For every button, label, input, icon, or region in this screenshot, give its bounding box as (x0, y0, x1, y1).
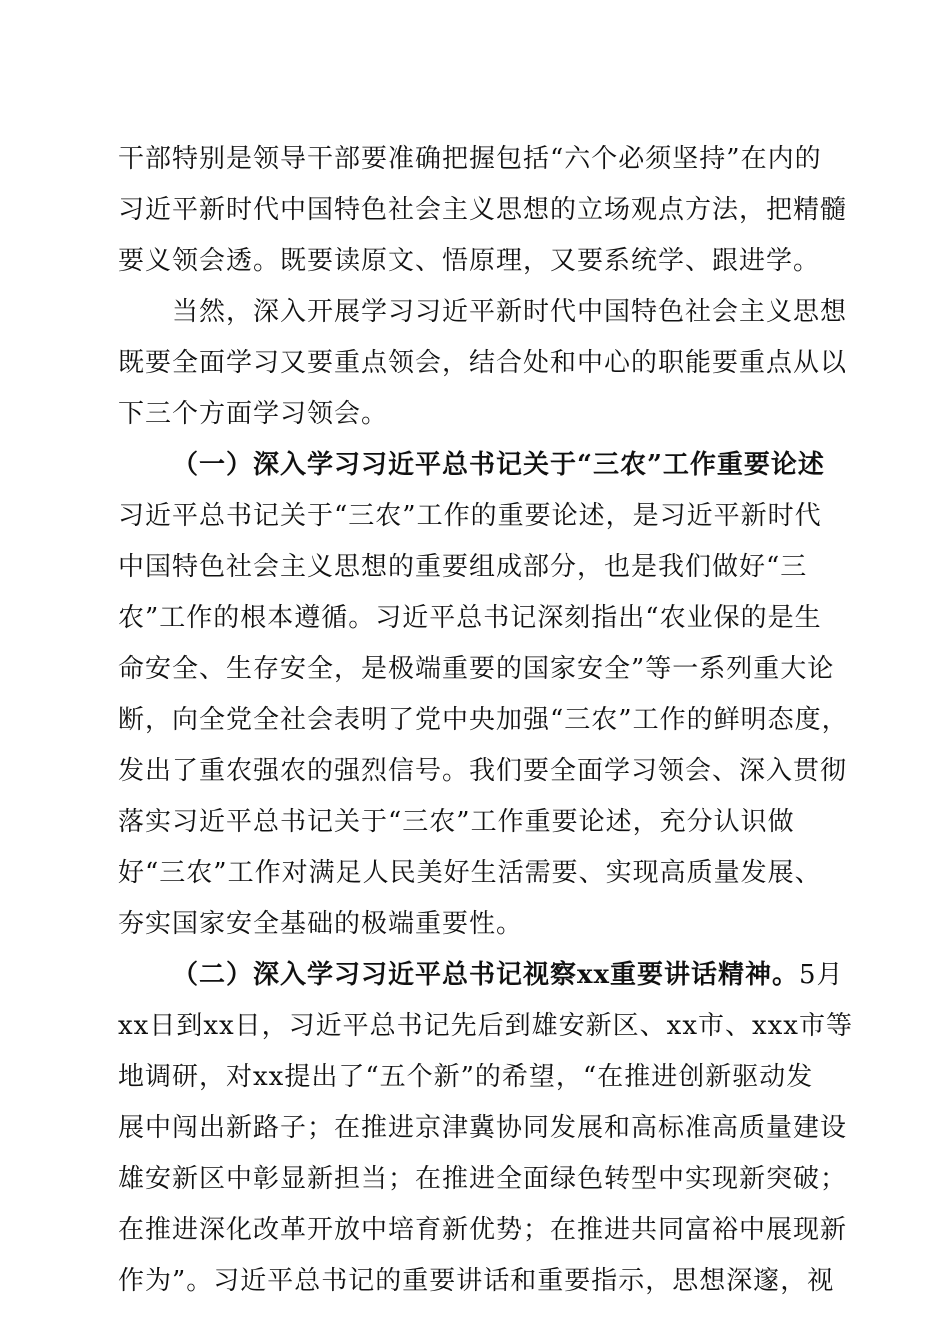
section-heading-2: （二）深入学习习近平总书记视察xx重要讲话精神。 (172, 960, 800, 990)
section-heading-1: （一）深入学习习近平总书记关于“三农”工作重要论述 (172, 450, 825, 480)
body-text-line: 雄安新区中彰显新担当；在推进全面绿色转型中实现新突破； (118, 1164, 848, 1194)
body-text-line: 地调研，对xx提出了“五个新”的希望，“在推进创新驱动发 (118, 1062, 814, 1092)
body-text-line: 展中闯出新路子；在推进京津冀协同发展和高标准高质量建设 (118, 1113, 848, 1143)
body-text-line: 下三个方面学习领会。 (118, 399, 389, 429)
body-text-line: 干部特别是领导干部要准确把握包括“六个必须坚持”在内的 (118, 144, 822, 174)
body-text-line: 习近平新时代中国特色社会主义思想的立场观点方法，把精髓 (118, 195, 848, 225)
body-text-line: 命安全、生存安全，是极端重要的国家安全”等一系列重大论 (118, 654, 835, 684)
body-text-line: 发出了重农强农的强烈信号。我们要全面学习领会、深入贯彻 (118, 756, 848, 786)
body-text-line: 好“三农”工作对满足人民美好生活需要、实现高质量发展、 (118, 858, 822, 888)
body-text-line: xx日到xx日，习近平总书记先后到雄安新区、xx市、xxx市等 (118, 1011, 853, 1041)
body-text-line: 习近平总书记关于“三农”工作的重要论述，是习近平新时代 (118, 501, 822, 531)
body-text-line: 既要全面学习又要重点领会，结合处和中心的职能要重点从以 (118, 348, 848, 378)
body-text-line: 作为”。习近平总书记的重要讲话和重要指示，思想深邃，视 (118, 1266, 835, 1296)
body-text-line: 要义领会透。既要读原文、悟原理，又要系统学、跟进学。 (118, 246, 821, 276)
body-text-line: 在推进深化改革开放中培育新优势；在推进共同富裕中展现新 (118, 1215, 848, 1245)
body-text-line: 中国特色社会主义思想的重要组成部分，也是我们做好“三 (118, 552, 808, 582)
body-text-line: 落实习近平总书记关于“三农”工作重要论述，充分认识做 (118, 807, 795, 837)
section-heading-2-line (172, 955, 844, 995)
body-text-line: 夯实国家安全基础的极端重要性。 (118, 909, 524, 939)
body-text-line: 农”工作的根本遵循。习近平总书记深刻指出“农业保的是生 (118, 603, 822, 633)
body-text-inline: 5月 (799, 960, 844, 990)
paragraph-start-line: 当然，深入开展学习习近平新时代中国特色社会主义思想 (172, 297, 848, 327)
body-text-line: 断，向全党全社会表明了党中央加强“三农”工作的鲜明态度， (118, 705, 849, 735)
